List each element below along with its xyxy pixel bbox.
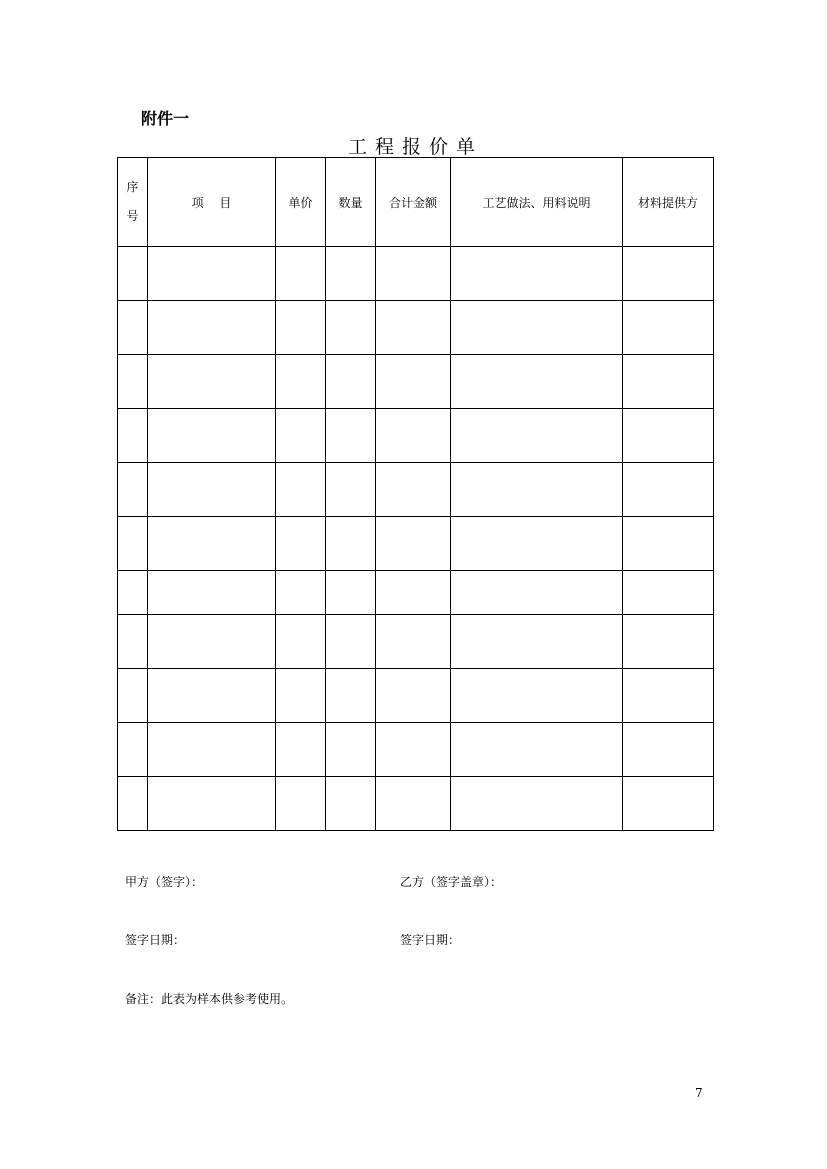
table-row bbox=[118, 355, 714, 409]
quotation-table bbox=[117, 157, 714, 831]
header-process: 工艺做法、用料说明 bbox=[451, 158, 623, 247]
party-b-date-label: 签字日期： bbox=[400, 933, 461, 947]
header-total: 合计金额 bbox=[376, 158, 451, 247]
header-seq-line1: 序 bbox=[126, 180, 139, 194]
header-quantity: 数量 bbox=[326, 158, 376, 247]
document-title: 工程报价单 bbox=[347, 136, 483, 158]
table-cell[interactable] bbox=[376, 723, 451, 777]
table-cell[interactable] bbox=[276, 409, 326, 463]
table-cell[interactable] bbox=[376, 517, 451, 571]
table-cell[interactable] bbox=[118, 355, 148, 409]
table-cell[interactable] bbox=[451, 463, 623, 517]
table-cell[interactable] bbox=[118, 777, 148, 831]
table-cell[interactable] bbox=[376, 301, 451, 355]
party-a-date-label: 签字日期： bbox=[125, 933, 186, 947]
table-cell[interactable] bbox=[326, 247, 376, 301]
table-cell[interactable] bbox=[623, 669, 714, 723]
table-cell[interactable] bbox=[623, 615, 714, 669]
table-cell[interactable] bbox=[376, 615, 451, 669]
table-cell[interactable] bbox=[326, 301, 376, 355]
header-seq bbox=[118, 158, 148, 247]
table-cell[interactable] bbox=[326, 571, 376, 615]
table-cell[interactable] bbox=[451, 301, 623, 355]
table-cell[interactable] bbox=[148, 669, 276, 723]
table-row bbox=[118, 669, 714, 723]
table-cell[interactable] bbox=[148, 301, 276, 355]
table-cell[interactable] bbox=[118, 301, 148, 355]
table-cell[interactable] bbox=[326, 723, 376, 777]
table-cell[interactable] bbox=[148, 517, 276, 571]
table-cell[interactable] bbox=[376, 463, 451, 517]
table-cell[interactable] bbox=[276, 463, 326, 517]
table-cell[interactable] bbox=[376, 571, 451, 615]
table-cell[interactable] bbox=[623, 301, 714, 355]
table-cell[interactable] bbox=[276, 517, 326, 571]
table-cell[interactable] bbox=[451, 571, 623, 615]
note-text: 备注：此表为样本供参考使用。 bbox=[125, 992, 294, 1006]
header-item: 项 目 bbox=[148, 158, 276, 247]
table-cell[interactable] bbox=[118, 409, 148, 463]
table-cell[interactable] bbox=[118, 669, 148, 723]
table-cell[interactable] bbox=[326, 517, 376, 571]
table-cell[interactable] bbox=[326, 355, 376, 409]
table-cell[interactable] bbox=[276, 571, 326, 615]
table-cell[interactable] bbox=[148, 615, 276, 669]
table-cell[interactable] bbox=[376, 777, 451, 831]
table-cell[interactable] bbox=[376, 247, 451, 301]
table-cell[interactable] bbox=[451, 723, 623, 777]
table-cell[interactable] bbox=[376, 409, 451, 463]
party-b-signature-label: 乙方（签字盖章）： bbox=[400, 875, 503, 889]
table-cell[interactable] bbox=[276, 247, 326, 301]
table-row bbox=[118, 517, 714, 571]
table-cell[interactable] bbox=[326, 669, 376, 723]
table-cell[interactable] bbox=[148, 777, 276, 831]
table-cell[interactable] bbox=[623, 463, 714, 517]
table-cell[interactable] bbox=[276, 777, 326, 831]
table-cell[interactable] bbox=[276, 355, 326, 409]
table-cell[interactable] bbox=[118, 463, 148, 517]
table-cell[interactable] bbox=[276, 723, 326, 777]
table-row bbox=[118, 409, 714, 463]
table-cell[interactable] bbox=[451, 409, 623, 463]
table-cell[interactable] bbox=[148, 723, 276, 777]
table-cell[interactable] bbox=[148, 571, 276, 615]
table-cell[interactable] bbox=[326, 463, 376, 517]
table-cell[interactable] bbox=[623, 571, 714, 615]
table-cell[interactable] bbox=[451, 615, 623, 669]
header-supplier: 材料提供方 bbox=[623, 158, 714, 247]
table-cell[interactable] bbox=[376, 669, 451, 723]
table-cell[interactable] bbox=[326, 615, 376, 669]
table-cell[interactable] bbox=[451, 517, 623, 571]
table-cell[interactable] bbox=[623, 777, 714, 831]
page-number: 7 bbox=[695, 1086, 703, 1100]
table-cell[interactable] bbox=[376, 355, 451, 409]
table-row bbox=[118, 615, 714, 669]
table-cell[interactable] bbox=[148, 409, 276, 463]
table-cell[interactable] bbox=[148, 247, 276, 301]
party-a-signature-label: 甲方（签字）： bbox=[125, 875, 204, 889]
table-cell[interactable] bbox=[118, 723, 148, 777]
table-row bbox=[118, 571, 714, 615]
table-cell[interactable] bbox=[276, 301, 326, 355]
table-cell[interactable] bbox=[276, 615, 326, 669]
table-cell[interactable] bbox=[623, 355, 714, 409]
table-cell[interactable] bbox=[118, 571, 148, 615]
table-row bbox=[118, 723, 714, 777]
table-cell[interactable] bbox=[451, 777, 623, 831]
table-cell[interactable] bbox=[623, 247, 714, 301]
table-cell[interactable] bbox=[451, 247, 623, 301]
table-cell[interactable] bbox=[118, 247, 148, 301]
header-seq-line2: 号 bbox=[126, 209, 139, 223]
table-row bbox=[118, 463, 714, 517]
table-cell[interactable] bbox=[451, 355, 623, 409]
table-cell[interactable] bbox=[623, 723, 714, 777]
table-cell[interactable] bbox=[623, 409, 714, 463]
attachment-label: 附件一 bbox=[141, 109, 190, 128]
table-body bbox=[118, 247, 714, 831]
table-row bbox=[118, 247, 714, 301]
table-cell[interactable] bbox=[326, 777, 376, 831]
table-cell[interactable] bbox=[623, 517, 714, 571]
table-cell[interactable] bbox=[451, 669, 623, 723]
table-cell[interactable] bbox=[118, 517, 148, 571]
table-cell[interactable] bbox=[118, 615, 148, 669]
table-cell[interactable] bbox=[148, 463, 276, 517]
table-row bbox=[118, 301, 714, 355]
table-cell[interactable] bbox=[326, 409, 376, 463]
table-cell[interactable] bbox=[148, 355, 276, 409]
table-header-row bbox=[118, 158, 714, 247]
table-cell[interactable] bbox=[276, 669, 326, 723]
table-row bbox=[118, 777, 714, 831]
header-unit-price: 单价 bbox=[276, 158, 326, 247]
